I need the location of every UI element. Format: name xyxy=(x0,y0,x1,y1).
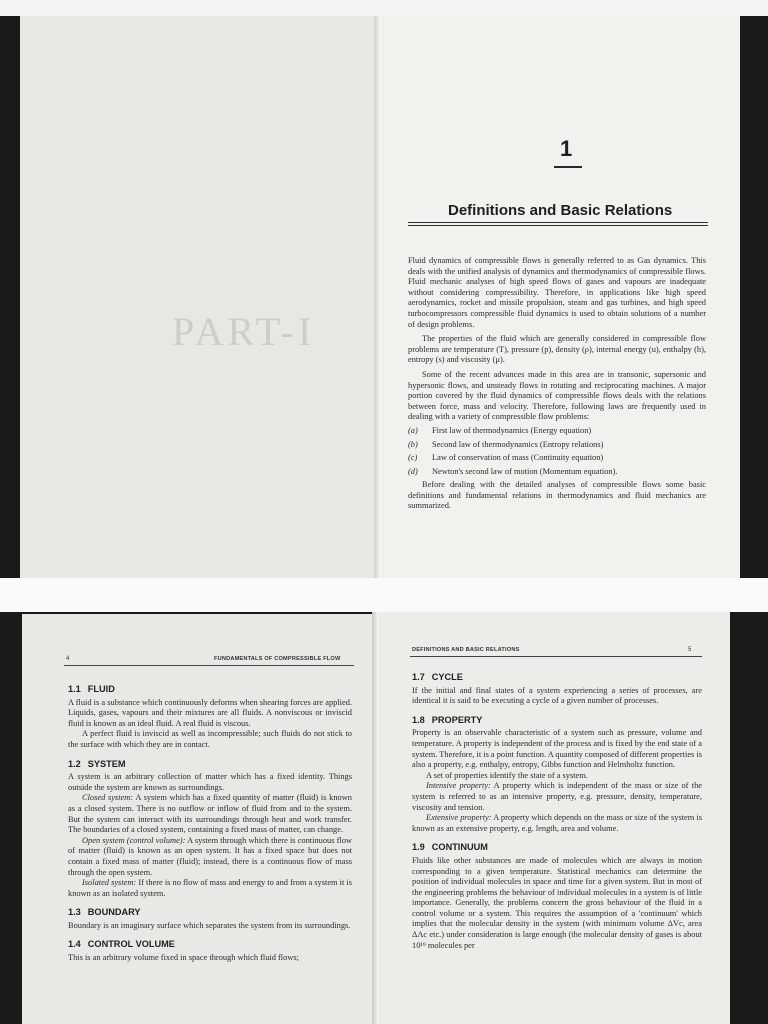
section-title: CONTINUUM xyxy=(431,842,488,853)
paragraph-text: A system which has a fixed quantity of matter (fluid) is known as a closed system. There is no outflow or inflow of fluid from and to the system. But the system can interact with its surroundings through heat and work transfer. The boundaries of a closed system, containing a fixed mass of matter, can change. xyxy=(68,793,352,835)
section-paragraph xyxy=(68,878,352,899)
section-title: CONTROL VOLUME xyxy=(87,939,175,950)
section-paragraph xyxy=(68,729,352,750)
section-heading xyxy=(68,684,352,695)
defined-term: Isolated system: xyxy=(82,878,137,888)
section-title: SYSTEM xyxy=(87,758,126,769)
scan-top-margin xyxy=(0,0,768,16)
paragraph-text: This is an arbitrary volume fixed in space through which fluid flows; xyxy=(68,953,299,963)
section-paragraph xyxy=(68,953,352,964)
law-text: Second law of thermodynamics (Entropy relations) xyxy=(432,439,604,449)
section-number: 1.2 xyxy=(68,758,81,769)
defined-term: Intensive property: xyxy=(426,781,491,791)
section-heading xyxy=(68,759,352,770)
section-heading xyxy=(412,672,702,683)
page-5 xyxy=(380,612,730,1024)
paragraph-text: A system through which there is continuous flow of matter (fluid) is known as an open system. It has a fixed space but does not contain a fixed mass of matter (fluid); instead, there is a continuous flow of mass through the open system. xyxy=(68,835,352,877)
section-heading xyxy=(412,715,702,726)
paragraph-text: A system is an arbitrary collection of matter which has a fixed identity. Things outside the system are known as surroundings. xyxy=(68,772,352,792)
section-paragraph xyxy=(68,836,352,878)
law-label: (c) xyxy=(408,453,418,463)
section-paragraph xyxy=(68,921,352,932)
paragraph-text: Boundary is an imaginary surface which separates the system from its surroundings. xyxy=(68,920,351,930)
paragraph-text: A set of properties identify the state of a system. xyxy=(426,770,588,780)
law-text: Newton's second law of motion (Momentum equation). xyxy=(432,466,618,476)
section-paragraph xyxy=(412,686,702,707)
law-label: (b) xyxy=(408,439,418,449)
chapter-title-rule xyxy=(408,222,708,223)
law-label: (d) xyxy=(408,466,418,476)
defined-term: Extensive property: xyxy=(426,813,492,823)
closing-paragraph: Before dealing with the detailed analyses of compressible flows some basic definitions and fundamental relations in thermodynamics and fluid mechanics are summarized. xyxy=(408,480,706,511)
section-paragraph xyxy=(68,698,352,730)
part-watermark: PART-I xyxy=(172,309,316,354)
section-paragraph xyxy=(412,781,702,813)
paragraph-text: If there is no flow of mass and energy to and from a system it is known as an isolated system. xyxy=(68,878,352,898)
chapter-number-underline xyxy=(554,166,582,168)
section-title: PROPERTY xyxy=(431,714,483,725)
intro-paragraph: Some of the recent advances made in this area are in transonic, supersonic and hypersonic flows, and unsteady flows in rotating and reciprocating machines. A major portion covered by the fluid dynamics of compressible flows deals with the relations between force, mass and velocity. Therefore, following laws are frequently used in dealing with a variety of compressible flow problems: xyxy=(408,369,706,422)
page-number: 5 xyxy=(688,647,692,653)
law-text: Law of conservation of mass (Continuity equation) xyxy=(432,453,604,463)
chapter-title-rule-lower xyxy=(408,225,708,226)
section-paragraph xyxy=(68,772,352,793)
running-head: DEFINITIONS AND BASIC RELATIONS xyxy=(412,647,520,653)
page-5-body xyxy=(412,672,702,951)
law-label: (a) xyxy=(408,425,418,435)
chapter-number: 1 xyxy=(560,136,573,161)
section-number: 1.3 xyxy=(68,907,81,918)
section-number: 1.8 xyxy=(412,714,425,725)
law-item xyxy=(408,453,706,464)
section-paragraph xyxy=(412,856,702,951)
scan-gap xyxy=(0,578,768,612)
page-part-one-title xyxy=(20,16,382,578)
paragraph-text: Property is an observable characteristic of a system such as pressure, volume and temperature. A property is independent of the process and is fixed by the end state of a system. Therefore, it is a point function. A quantity composed of different properties is also a property, e.g. enthalpy, entropy, Gibbs function and Helmholtz function. xyxy=(412,728,702,770)
law-item xyxy=(408,440,706,451)
section-number: 1.4 xyxy=(68,939,81,950)
law-item xyxy=(408,426,706,437)
header-rule xyxy=(410,656,702,657)
paragraph-text: If the initial and final states of a system experiencing a series of processes, are identical it is said to be executing a cycle of a given number of processes. xyxy=(412,685,702,706)
section-heading xyxy=(412,842,702,853)
section-number: 1.7 xyxy=(412,672,425,682)
section-heading xyxy=(68,939,352,950)
paragraph-text: A property which depends on the mass or size of the system is known as an extensive property, e.g. length, area and volume. xyxy=(412,813,702,833)
section-paragraph xyxy=(412,771,702,782)
section-number: 1.1 xyxy=(68,684,81,694)
section-paragraph xyxy=(68,793,352,835)
section-title: BOUNDARY xyxy=(87,907,141,918)
page-number: 4 xyxy=(66,656,70,662)
section-number: 1.9 xyxy=(412,842,425,853)
defined-term: Closed system: xyxy=(82,793,134,803)
defined-term: Open system (control volume): xyxy=(82,835,186,845)
section-heading xyxy=(68,907,352,918)
running-head: FUNDAMENTALS OF COMPRESSIBLE FLOW xyxy=(214,656,341,662)
chapter-intro-text xyxy=(408,256,706,512)
laws-list xyxy=(408,426,706,477)
intro-paragraph: Fluid dynamics of compressible flows is generally referred to as Gas dynamics. This deals with the unified analysis of dynamics and thermodynamics of compressible flows. Fluid mechanic analyses of high speed flows of gases and vapours are inadequate without considering compressibility. Therefore, in applications like high speed aerodynamics, rocket and missile propulsion, steam and gas turbines, and high speed turbocompressors compressible fluid dynamics is used to obtain solutions of a number of design problems. xyxy=(408,256,706,329)
chapter-title: Definitions and Basic Relations xyxy=(448,202,673,219)
page-4 xyxy=(22,614,376,1024)
section-title: CYCLE xyxy=(431,672,463,682)
section-paragraph xyxy=(412,813,702,834)
page-4-body xyxy=(68,684,352,964)
law-item xyxy=(408,467,706,478)
law-text: First law of thermodynamics (Energy equation) xyxy=(432,425,592,435)
page-chapter-opening xyxy=(384,16,740,578)
section-paragraph xyxy=(412,728,702,770)
paragraph-text: A perfect fluid is inviscid as well as incompressible; such fluids do not stick to the surface with which they are in contact. xyxy=(68,729,352,749)
paragraph-text: A property which is independent of the mass or size of the system is referred to as an intensive property, e.g. pressure, density, temperature, viscosity and tension. xyxy=(412,781,702,812)
header-rule xyxy=(64,665,354,666)
paragraph-text: A fluid is a substance which continuously deforms when shearing forces are applied. Liquids, gases, vapours and their mixtures are all fluids. A nonviscous or inviscid fluid is known as an ideal fluid. A real fluid is viscous. xyxy=(68,697,352,728)
intro-paragraph: The properties of the fluid which are generally considered in compressible flow problems are temperature (T), pressure (p), density (ρ), internal energy (u), enthalpy (h), entropy (s) and viscosity (μ). xyxy=(408,334,706,365)
section-title: FLUID xyxy=(87,684,115,694)
paragraph-text: Fluids like other substances are made of molecules which are always in motion corresponding to a given temperature. Statistical mechanics can determine the position of individual molecules in space and time for a given system. But in most of the engineering problems the behaviour of individual molecules in a system is of little importance. Generally, the problems concern the gross behaviour of the fluid in a control volume or a system. This requires the assumption of a 'continuum' which implies that the molecular density in the system (with minimum volume ΔVc, area ΔAc etc.) under consideration is large enough (the molecular density of gases is about 10¹⁹ molecules per xyxy=(412,855,702,950)
